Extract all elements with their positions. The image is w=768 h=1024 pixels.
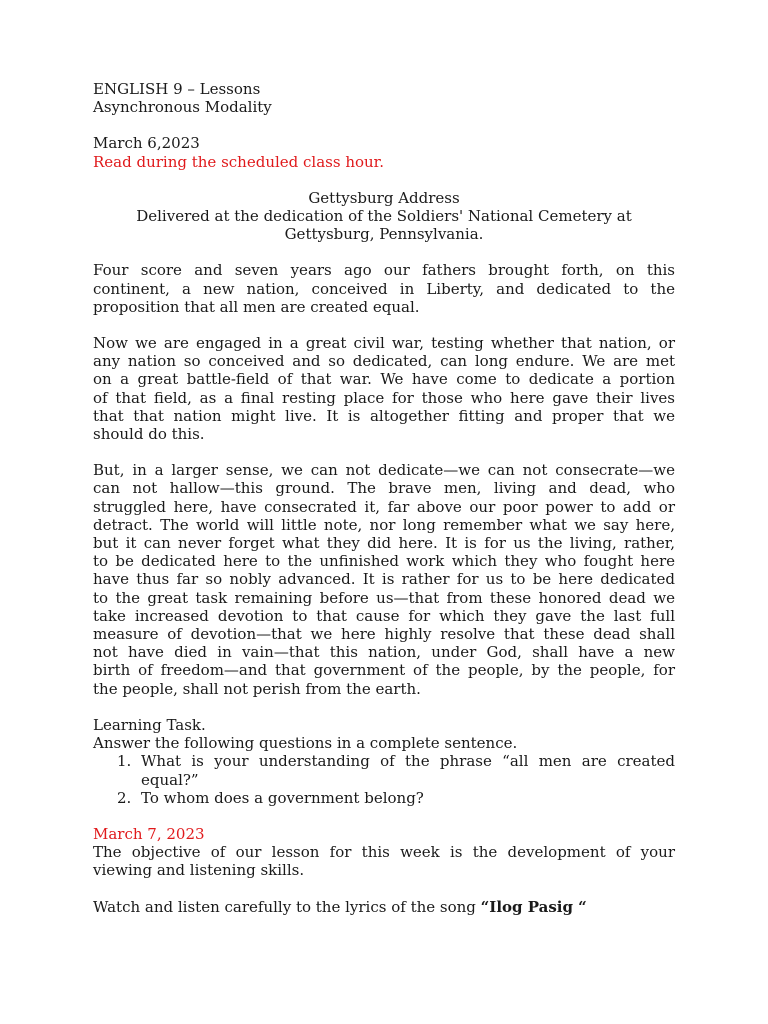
paragraph-line: can not hallow—this ground. The brave men, living and dead, who — [93, 479, 675, 498]
modality-label: Asynchronous Modality — [93, 98, 272, 117]
day1-date: March 6,2023 — [93, 134, 200, 153]
spacer — [93, 243, 675, 261]
paragraph-line: struggled here, have consecrated it, far above our poor power to add or — [93, 497, 675, 516]
question-item — [117, 788, 675, 807]
paragraph-line: of that field, as a final resting place for those who here gave their lives — [93, 388, 675, 407]
day1-instruction: Read during the scheduled class hour. — [93, 152, 384, 171]
spacer — [93, 443, 675, 461]
question-text-continued: equal?” — [141, 770, 199, 789]
spacer — [93, 698, 675, 716]
question-number: 1. — [117, 752, 132, 771]
spacer — [93, 116, 675, 134]
paragraph-line: the people, shall not perish from the earth. — [93, 679, 421, 698]
paragraph-line: to be dedicated here to the unfinished work which they who fought here — [93, 552, 675, 571]
paragraph-line: detract. The world will little note, nor long remember what we say here, — [93, 515, 675, 534]
paragraph-line: proposition that all men are created equal. — [93, 297, 420, 316]
question-text: To whom does a government belong? — [141, 788, 424, 807]
paragraph-line: not have died in vain—that this nation, under God, shall have a new — [93, 643, 675, 662]
paragraph-line: any nation so conceived and so dedicated, can long endure. We are met — [93, 352, 675, 371]
paragraph-line: birth of freedom—and that government of the people, by the people, for — [93, 661, 675, 680]
watch-text: Watch and listen carefully to the lyrics of the song — [93, 897, 481, 916]
question-item — [117, 752, 675, 789]
task-heading: Learning Task. — [93, 715, 206, 734]
day2-date: March 7, 2023 — [93, 824, 205, 843]
speech-subtitle-line1: Delivered at the dedication of the Soldiers' National Cemetery at — [136, 207, 632, 226]
spacer — [93, 171, 675, 189]
spacer — [93, 880, 675, 898]
paragraph-line: on a great battle-field of that war. We have come to dedicate a portion — [93, 370, 675, 389]
paragraph-line: that that nation might live. It is altogether fitting and proper that we — [93, 406, 675, 425]
paragraph-line: Now we are engaged in a great civil war, testing whether that nation, or — [93, 334, 675, 353]
paragraph-line: But, in a larger sense, we can not dedicate—we can not consecrate—we — [93, 461, 675, 480]
paragraph-line: continent, a new nation, conceived in Liberty, and dedicated to the — [93, 279, 675, 298]
paragraph-line: have thus far so nobly advanced. It is rather for us to be here dedicated — [93, 570, 675, 589]
course-title: ENGLISH 9 – Lessons — [93, 80, 261, 98]
paragraph-line: but it can never forget what they did here. It is for us the living, rather, — [93, 534, 675, 553]
paragraph-line: should do this. — [93, 425, 205, 444]
spacer — [93, 316, 675, 334]
song-title: “Ilog Pasig “ — [480, 897, 587, 916]
day2-objective — [93, 843, 675, 879]
task-instruction: Answer the following questions in a complete sentence. — [93, 734, 518, 753]
speech-paragraph-1 — [93, 261, 675, 316]
spacer — [93, 807, 675, 825]
paragraph-line: take increased devotion to that cause for which they gave the last full — [93, 606, 675, 625]
watch-instruction — [93, 898, 675, 916]
question-list — [93, 752, 675, 807]
question-number: 2. — [117, 788, 132, 807]
speech-paragraph-2 — [93, 334, 675, 443]
document-page — [93, 80, 675, 916]
speech-subtitle-line2: Gettysburg, Pennsylvania. — [284, 225, 484, 244]
paragraph-line: measure of devotion—that we here highly resolve that these dead shall — [93, 625, 675, 644]
objective-line: The objective of our lesson for this week is the development of your — [93, 843, 675, 862]
paragraph-line: to the great task remaining before us—that from these honored dead we — [93, 588, 675, 607]
question-text: What is your understanding of the phrase “all men are created — [141, 752, 675, 771]
objective-line: viewing and listening skills. — [93, 861, 305, 880]
paragraph-line: Four score and seven years ago our fathers brought forth, on this — [93, 261, 675, 280]
speech-paragraph-3 — [93, 461, 675, 698]
speech-title: Gettysburg Address — [308, 188, 460, 207]
